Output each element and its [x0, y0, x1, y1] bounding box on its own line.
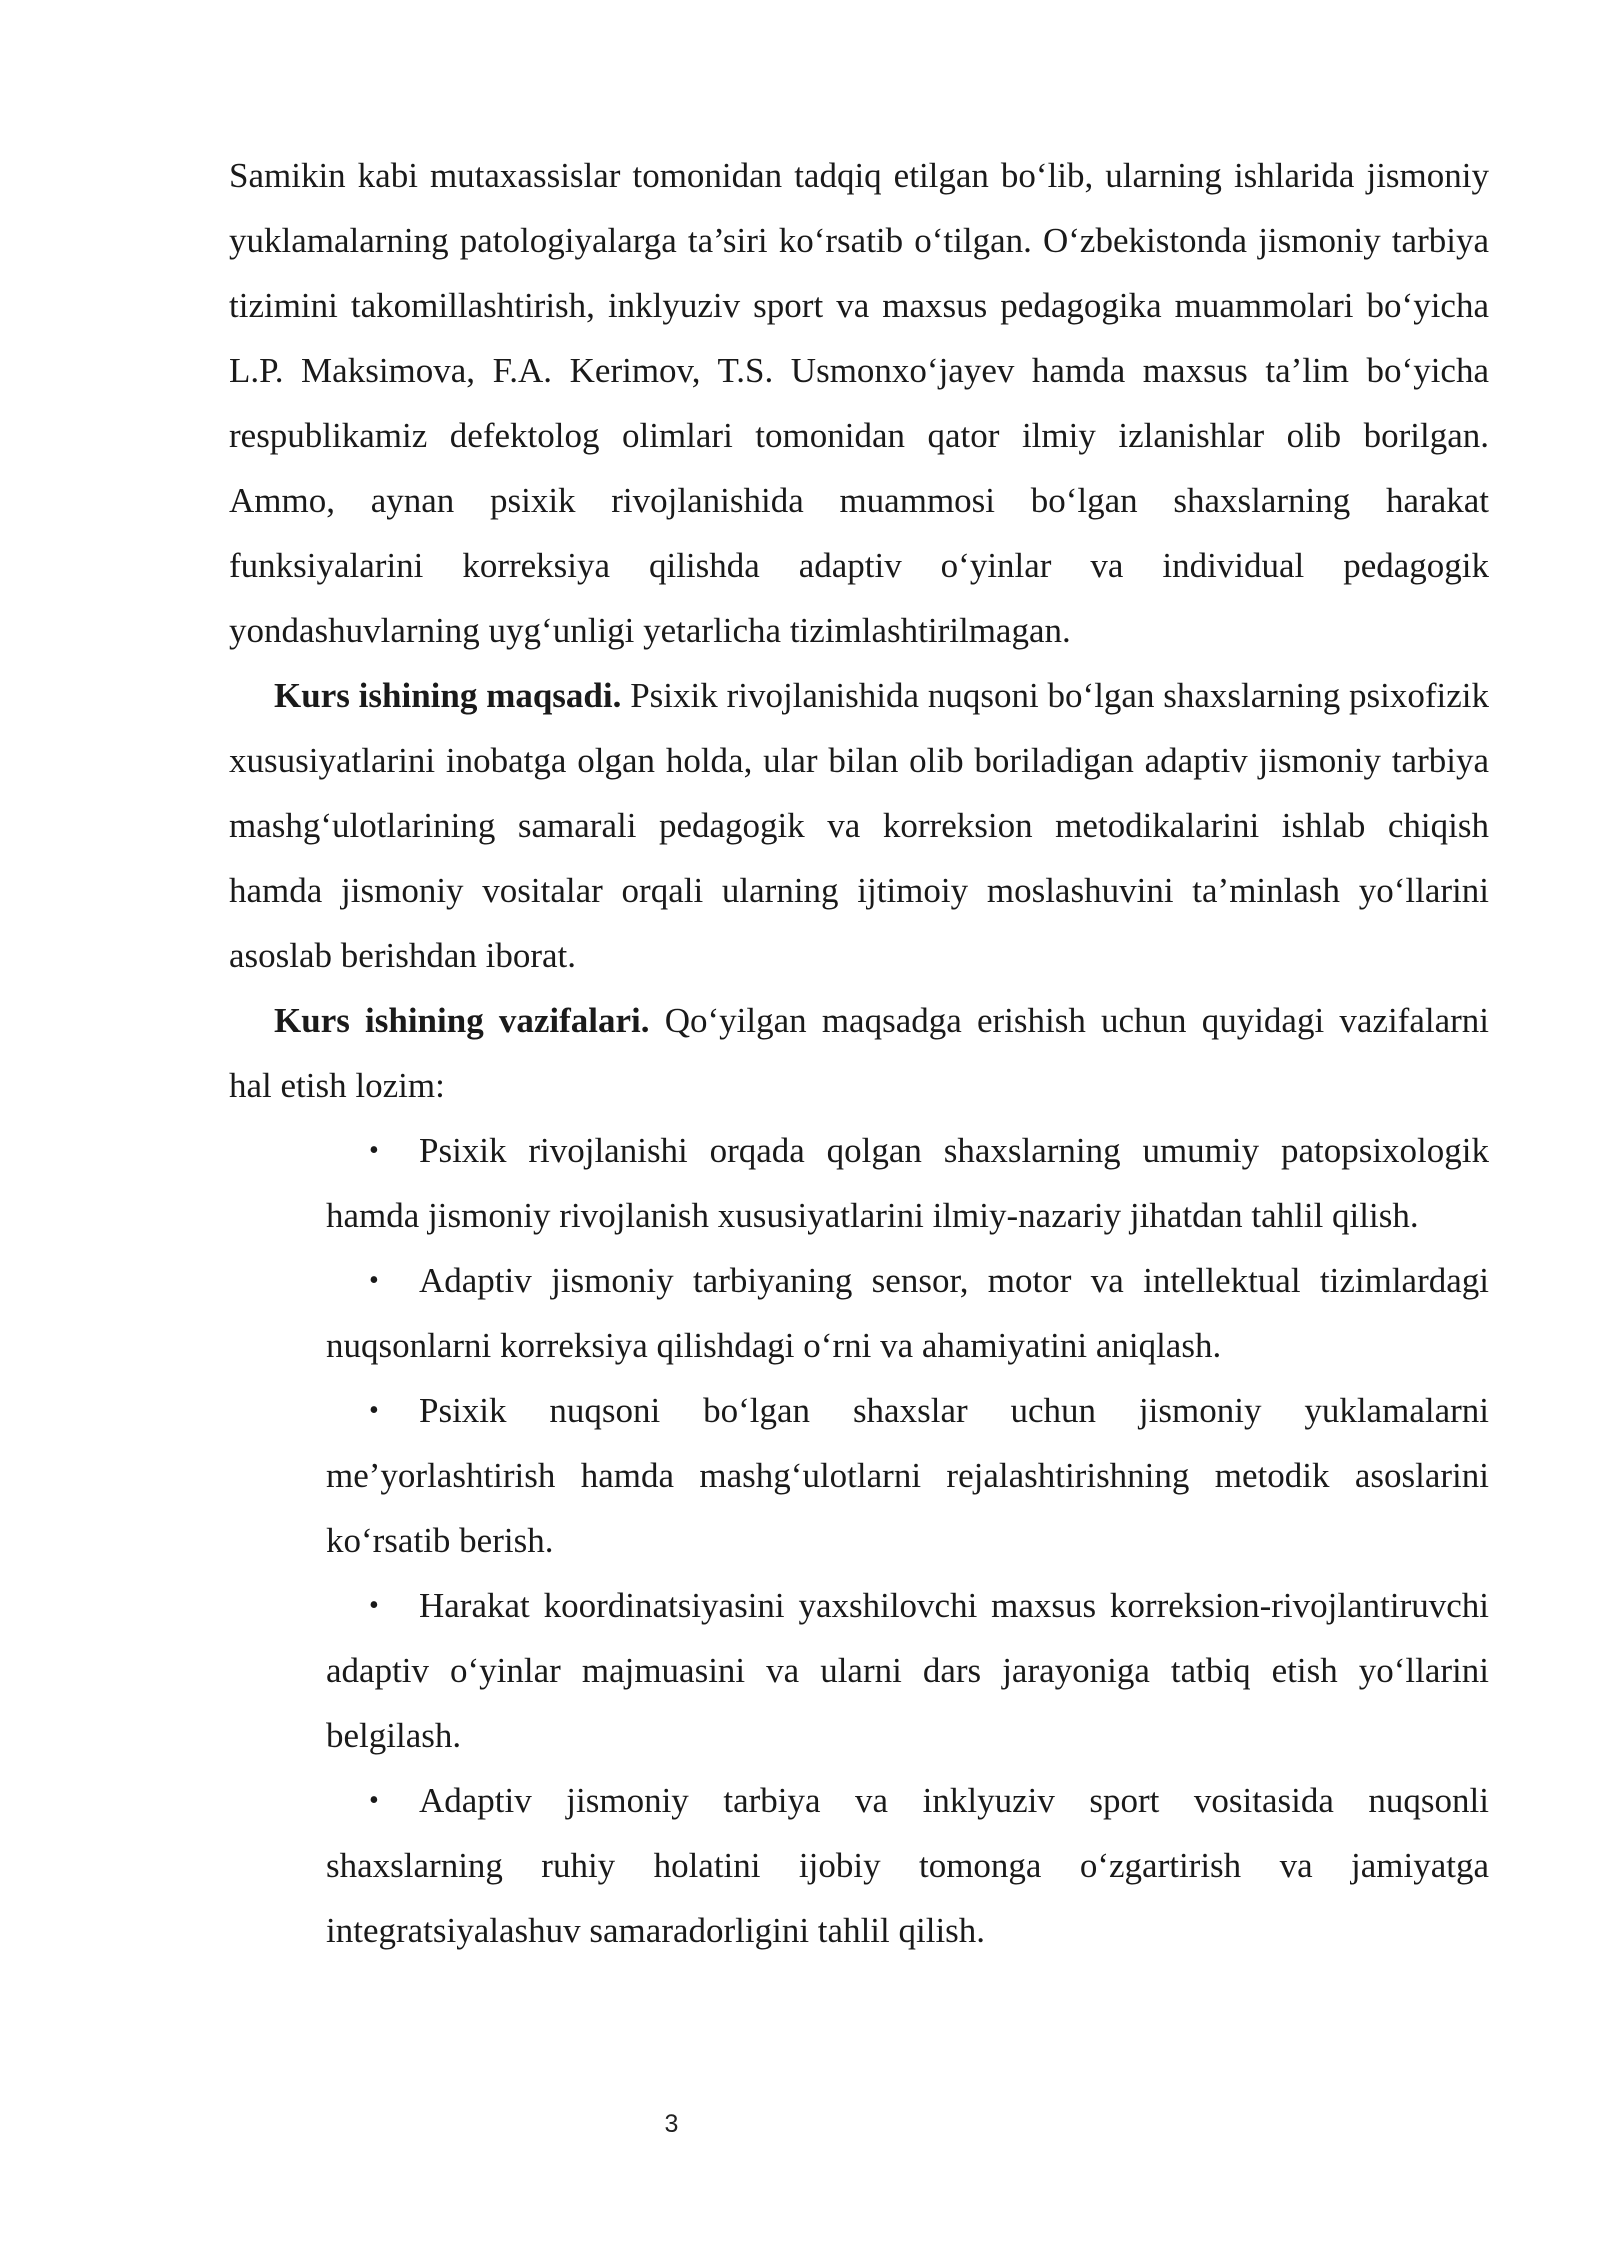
- page-number: 3: [664, 2110, 679, 2138]
- list-item: [326, 1378, 1489, 1573]
- task-text: Psixik rivojlanishi orqada qolgan shaxslarning umumiy patopsixologik hamda jismoniy rivojlanish xususiyatlarini ilmiy-nazariy jihatdan tahlil qilish.: [326, 1131, 1489, 1235]
- list-item: [326, 1768, 1489, 1963]
- task-text: Adaptiv jismoniy tarbiya va inklyuziv sport vositasida nuqsonli shaxslarning ruhiy holatini ijobiy tomonga o‘zgartirish va jamiyatga integratsiyalashuv samaradorligini tahlil qilish.: [326, 1781, 1489, 1950]
- list-item: [326, 1248, 1489, 1378]
- bullet-icon: •: [369, 1135, 379, 1166]
- task-text: Psixik nuqsoni bo‘lgan shaxslar uchun jismoniy yuklamalarni me’yorlashtirish hamda mashg‘ulotlarni rejalashtirishning metodik asoslarini ko‘rsatib berish.: [326, 1391, 1489, 1560]
- goal-text: Psixik rivojlanishida nuqsoni bo‘lgan shaxslarning psixofizik xususiyatlarini inobatga olgan holda, ular bilan olib boriladigan adaptiv jismoniy tarbiya mashg‘ulotlarining samarali pedagogik va korreksion metodikalarini ishlab chiqish hamda jismoniy vositalar orqali ularning ijtimoiy moslashuvini ta’minlash yo‘llarini asoslab berishdan iborat.: [229, 676, 1489, 975]
- tasks-heading: Kurs ishining vazifalari.: [274, 1001, 650, 1040]
- task-text: Harakat koordinatsiyasini yaxshilovchi maxsus korreksion-rivojlantiruvchi adaptiv o‘yinlar majmuasini va ularni dars jarayoniga tatbiq etish yo‘llarini belgilash.: [326, 1586, 1489, 1755]
- bullet-icon: •: [369, 1265, 379, 1296]
- tasks-list: [229, 1118, 1489, 1963]
- bullet-icon: •: [369, 1395, 379, 1426]
- bullet-icon: •: [369, 1785, 379, 1816]
- document-body: [229, 143, 1489, 1963]
- tasks-intro-text: Qo‘yilgan maqsadga erishish uchun quyidagi vazifalarni hal etish lozim:: [229, 1001, 1489, 1105]
- list-item: [326, 1118, 1489, 1248]
- tasks-paragraph: [229, 988, 1489, 1118]
- task-text: Adaptiv jismoniy tarbiyaning sensor, motor va intellektual tizimlardagi nuqsonlarni korreksiya qilishdagi o‘rni va ahamiyatini aniqlash.: [326, 1261, 1489, 1365]
- bullet-icon: •: [369, 1590, 379, 1621]
- goal-heading: Kurs ishining maqsadi.: [274, 676, 622, 715]
- list-item: [326, 1573, 1489, 1768]
- intro-paragraph: Samikin kabi mutaxassislar tomonidan tadqiq etilgan bo‘lib, ularning ishlarida jismoniy yuklamalarning patologiyalarga ta’siri ko‘rsatib o‘tilgan. O‘zbekistonda jismoniy tarbiya tizimini takomillashtirish, inklyuziv sport va maxsus pedagogika muammolari bo‘yicha L.P. Maksimova, F.A. Kerimov, T.S. Usmonxo‘jayev hamda maxsus ta’lim bo‘yicha respublikamiz defektolog olimlari tomonidan qator ilmiy izlanishlar olib borilgan. Ammo, aynan psixik rivojlanishida muammosi bo‘lgan shaxslarning harakat funksiyalarini korreksiya qilishda adaptiv o‘yinlar va individual pedagogik yondashuvlarning uyg‘unligi yetarlicha tizimlashtirilmagan.: [229, 156, 1489, 650]
- goal-paragraph: [229, 663, 1489, 988]
